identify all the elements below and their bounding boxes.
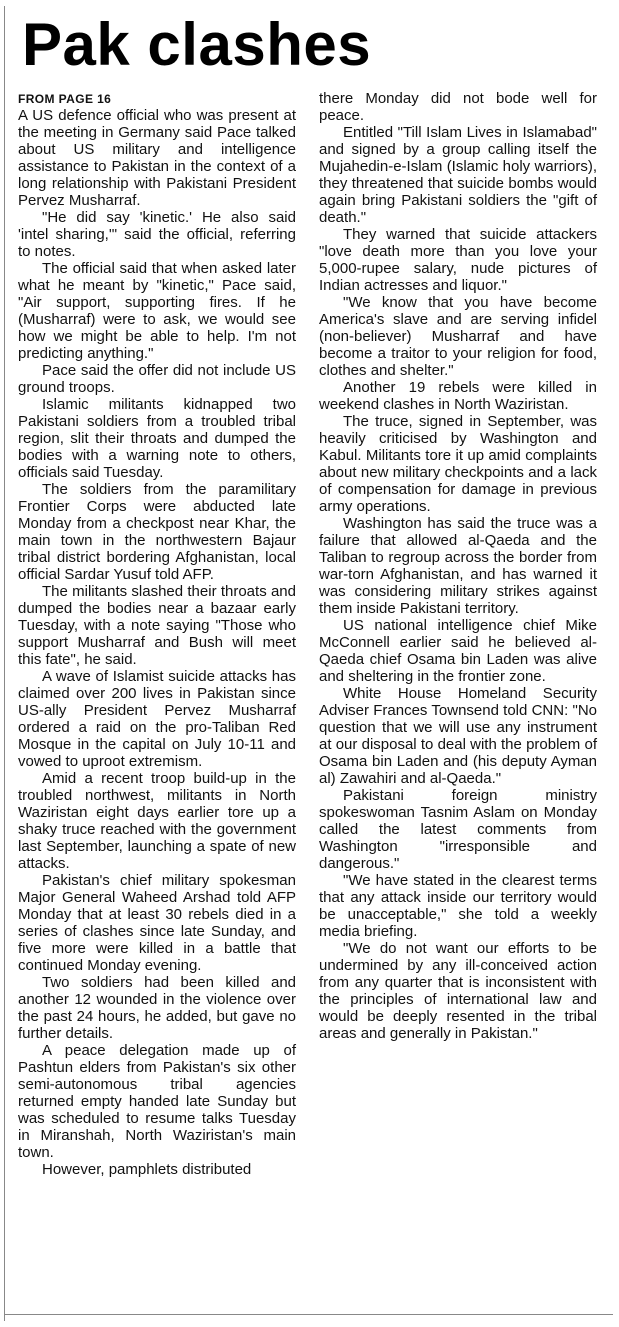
paragraph: Amid a recent troop build-up in the troubled northwest, militants in North Waziristan eight days earlier tore up a shaky truce reached with the government last September, launching a spate of new attacks. — [18, 770, 296, 872]
continuation-kicker: FROM PAGE 16 — [18, 92, 112, 106]
paragraph: Pakistani foreign ministry spokeswoman Tasnim Aslam on Monday called the latest comments from Washington "irresponsible and dangerous." — [319, 787, 597, 872]
paragraph: The truce, signed in September, was heavily criticised by Washington and Kabul. Militants tore it up amid complaints about new military checkpoints and a lack of compensation for damage in previous army operations. — [319, 413, 597, 515]
article-column-1 — [18, 92, 296, 1178]
article-column-2 — [319, 90, 597, 1042]
paragraph: US national intelligence chief Mike McConnell earlier said he believed al-Qaeda chief Osama bin Laden was alive and sheltering in the frontier zone. — [319, 617, 597, 685]
paragraph: Pace said the offer did not include US ground troops. — [18, 362, 296, 396]
paragraph-continued: there Monday did not bode well for peace. — [319, 90, 597, 124]
paragraph: Washington has said the truce was a failure that allowed al-Qaeda and the Taliban to regroup across the border from war-torn Afghanistan, and has warned it was considering military strikes against them inside Pakistani territory. — [319, 515, 597, 617]
paragraph: A peace delegation made up of Pashtun elders from Pakistan's six other semi-autonomous tribal agencies returned empty handed late Sunday but was scheduled to resume talks Tuesday in Miranshah, North Waziristan's main town. — [18, 1042, 296, 1161]
paragraph: Two soldiers had been killed and another 12 wounded in the violence over the past 24 hours, he added, but gave no further details. — [18, 974, 296, 1042]
paragraph: Islamic militants kidnapped two Pakistani soldiers from a troubled tribal region, slit their throats and dumped the bodies with a warning note to others, officials said Tuesday. — [18, 396, 296, 481]
paragraph: Pakistan's chief military spokesman Major General Waheed Arshad told AFP Monday that at least 30 rebels died in a series of clashes since late Sunday, and five more were killed in a battle that continued Monday evening. — [18, 872, 296, 974]
paragraph: Entitled "Till Islam Lives in Islamabad" and signed by a group calling itself the Mujahedin-e-Islam (Islamic holy warriors), they threatened that suicide bombs would again bring Pakistani soldiers the "gift of death." — [319, 124, 597, 226]
paragraph: The militants slashed their throats and dumped the bodies near a bazaar early Tuesday, with a note saying "Those who support Musharraf and Bush will meet this fate", he said. — [18, 583, 296, 668]
bottom-rule — [4, 1314, 613, 1315]
paragraph: "He did say 'kinetic.' He also said 'intel sharing,'" said the official, referring to notes. — [18, 209, 296, 260]
paragraph: White House Homeland Security Adviser Frances Townsend told CNN: "No question that we will use any instrument at our disposal to deal with the problem of Osama bin Laden and (his deputy Ayman al) Zawahiri and al-Qaeda." — [319, 685, 597, 787]
headline: Pak clashes — [22, 11, 372, 78]
paragraph: "We do not want our efforts to be undermined by any ill-conceived action from any quarter that is inconsistent with the principles of international law and would be deeply resented in the tribal areas and generally in Pakistan." — [319, 940, 597, 1042]
paragraph: A wave of Islamist suicide attacks has claimed over 200 lives in Pakistan since US-ally President Pervez Musharraf ordered a raid on the pro-Taliban Red Mosque in the capital on July 10-11 and vowed to uproot extremism. — [18, 668, 296, 770]
paragraph: However, pamphlets distributed — [42, 1161, 252, 1178]
paragraph: Another 19 rebels were killed in weekend clashes in North Waziristan. — [319, 379, 597, 413]
paragraph: "We know that you have become America's slave and are serving infidel (non-believer) Musharraf and have become a traitor to your religion for food, clothes and shelter." — [319, 294, 597, 379]
paragraph: The soldiers from the paramilitary Frontier Corps were abducted late Monday from a checkpost near Khar, the main town in the northwestern Bajaur tribal district bordering Afghanistan, local official Sardar Yusuf told AFP. — [18, 481, 296, 583]
paragraph: A US defence official who was present at the meeting in Germany said Pace talked about US military and intelligence assistance to Pakistan in the context of a long relationship with Pakistani President Pervez Musharraf. — [18, 107, 296, 209]
paragraph: The official said that when asked later what he meant by "kinetic," Pace said, "Air support, supporting fires. If he (Musharraf) were to ask, we would see how we might be able to help. I'm not predicting anything." — [18, 260, 296, 362]
left-column-rule — [4, 6, 5, 1321]
paragraph: "We have stated in the clearest terms that any attack inside our territory would be unacceptable," she told a weekly media briefing. — [319, 872, 597, 940]
paragraph: They warned that suicide attackers "love death more than you love your 5,000-rupee salary, nude pictures of Indian actresses and liquor." — [319, 226, 597, 294]
